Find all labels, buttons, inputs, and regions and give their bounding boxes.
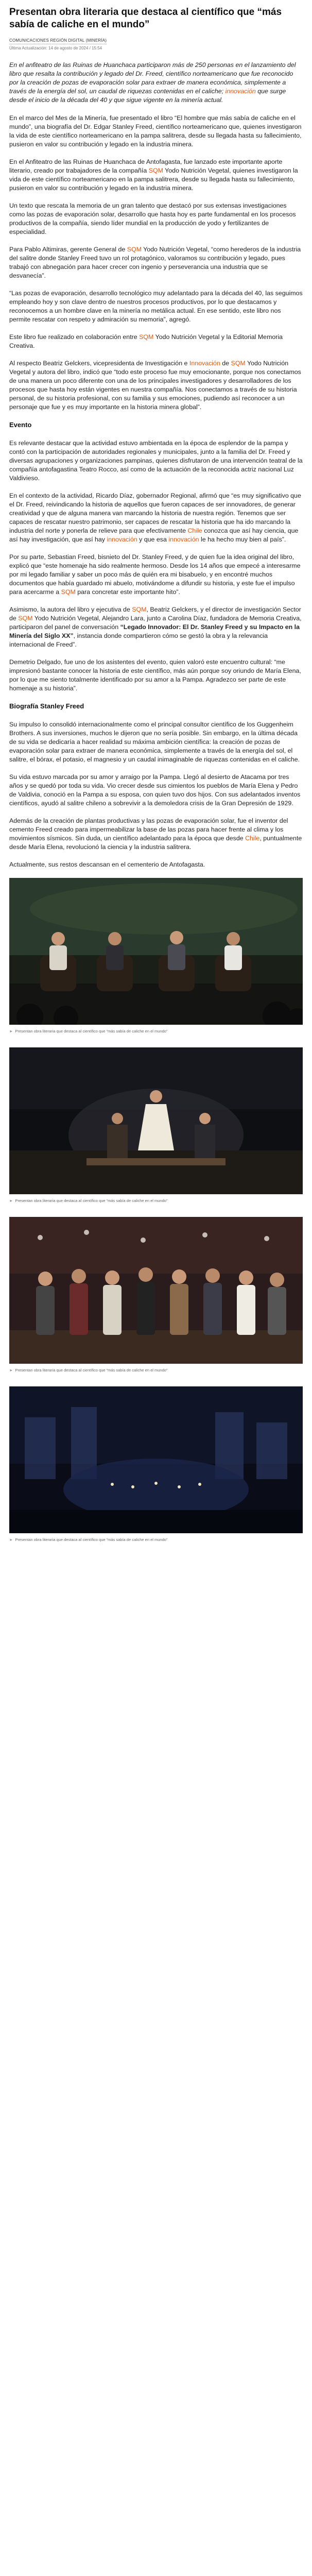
paragraph: Demetrio Delgado, fue uno de los asistentes del evento, quien valoró este encuentro cultural: “me impresionó bastante conocer la historia de este científico, más aún porque soy oriundo de María Elena, por lo que me siento totalmente identificado por su amor a la Pampa. Agradezco ser parte de este homenaje a su historia”. bbox=[9, 658, 301, 692]
keyword-link[interactable]: Innovación bbox=[189, 360, 220, 367]
paragraph: Un texto que rescata la memoria de un gran talento que destacó por sus extensas investigaciones como las pozas de evaporación solar, desarrollo que hasta hoy es parte fundamental en los procesos productivos de la compañía, siendo líder mundial en la producción de yodo y fertilizantes de especialidad. bbox=[9, 202, 296, 235]
byline-author-link[interactable]: COMUNICACIONES REGIÓN DIGITAL (MINERÍA) bbox=[9, 38, 107, 43]
keyword-link[interactable]: SQM bbox=[132, 606, 147, 613]
event-photo-group[interactable] bbox=[9, 1217, 303, 1364]
paragraph: En el marco del Mes de la Minería, fue presentado el libro “El hombre que más sabía de caliche en el mundo”, una biografía del Dr. Edgar Stanley Freed, científico norteamericano que, quienes investigaron la vida de este científico norteamericano en la pampa salitrera, desde su llegada hasta su fallecimiento, pusieron en valor su contribución y legado en la industria minera. bbox=[9, 114, 302, 148]
event-photo-stage[interactable] bbox=[9, 1047, 303, 1194]
keyword-link[interactable]: Chile bbox=[245, 835, 260, 842]
keyword-link[interactable]: SQM bbox=[127, 246, 142, 253]
keyword-link[interactable]: SQM bbox=[139, 333, 154, 341]
paragraph: En el Anfiteatro de las Ruinas de Huanchaca de Antofagasta, fue lanzado este importante aporte literario, creado por trabajadores de la compañía SQM Yodo Nutrición Vegetal, quienes investigaron la vida de este científico norteamericano en la pampa salitrera, desde su llegada hasta su fallecimiento, pusieron en valor su contribución y legado en la industria minera. bbox=[9, 158, 298, 192]
keyword-link[interactable]: Chile bbox=[187, 527, 202, 534]
paragraph: Asimismo, la autora del libro y ejecutiva de SQM, Beatriz Gelckers, y el director de investigación Sector de SQM Yodo Nutrición Vegetal, Alejandro Lara, junto a Carolina Díaz, fundadora de Memoria Creativa, participaron del panel de conversación “Legado Innovador: El Dr. Stanley Freed y su Impacto en la Minería del Siglo XX”, instancia donde compartieron cómo se gestó la obra y la relevancia internacional de Freed”. bbox=[9, 606, 302, 648]
paragraph: Su impulso lo consolidó internacionalmente como el principal consultor científico de los Guggenheim Brothers. A sus inversiones, muchos le dijeron que no sería posible. Sin embargo, en la última década de su vida se dedicaría a hacer realidad su máxima ambición científica: la creación de pozas de evaporación solar para extraer de manera económica, simplemente a través de la energía del sol, el salitre, el bórax, el potasio, el magnesio y un caudal inimaginable de riquezas contenidas en el caliche. bbox=[9, 721, 300, 763]
photo-caption: ► Presentan obra literaria que destaca al científico que “más sabía de caliche en el mundo” bbox=[9, 1198, 168, 1203]
keyword-link[interactable]: innovación bbox=[107, 536, 137, 543]
keyword-link[interactable]: SQM bbox=[231, 360, 246, 367]
paragraph: Además de la creación de plantas productivas y las pozas de evaporación solar, fue el inventor del cemento Freed creado para impermeabilizar la base de las pozas para hacer frente al clima y los movimientos sísmicos. Sin duda, un científico adelantado para la época que desde Chile, puntualmente desde María Elena, revolucionó la ciencia y la industria salitrera. bbox=[9, 817, 302, 851]
section-heading-event: Evento bbox=[9, 421, 32, 429]
section-heading-biography: Biografía Stanley Freed bbox=[9, 702, 84, 710]
event-photo-night[interactable] bbox=[9, 1386, 303, 1533]
keyword-link[interactable]: SQM bbox=[61, 588, 76, 596]
paragraph: Por su parte, Sebastian Freed, bisnieto del Dr. Stanley Freed, y de quien fue la idea original del libro, explicó que “este homenaje ha sido realmente hermoso. Desde los 14 años que empecé a interesarme por mi legado familiar y saber un poco más de quién era mi bisabuelo, y en encontré muchos documentos que había guardado mi abuelo, motivándome a difundir su historia, y este fue el impulso para acercarme a SQM para concretar este importante hito”. bbox=[9, 553, 301, 596]
keyword-link[interactable]: innovación bbox=[225, 88, 256, 95]
paragraph: Este libro fue realizado en colaboración entre SQM Yodo Nutrición Vegetal y la Editorial Memoria Creativa. bbox=[9, 333, 283, 349]
publish-date: Última Actualización: 14 de agosto de 2024 / 15:54 bbox=[9, 46, 102, 50]
keyword-link[interactable]: SQM bbox=[18, 615, 33, 622]
byline bbox=[9, 35, 303, 44]
photo-caption: ► Presentan obra literaria que destaca al científico que “más sabía de caliche en el mundo” bbox=[9, 1537, 168, 1542]
paragraph: Su vida estuvo marcada por su amor y arraigo por la Pampa. Llegó al desierto de Atacama por tres años y se quedó por toda su vida. Vio crecer desde sus cimientos los pueblos de María Elena y Pedro de Valdivia, conoció en la Pampa a su esposa, con quien tuvo dos hijos. Con sus adelantados inventos científicos, ayudó al salitre chileno a sobrevivir a la demoledora crisis de la Gran Depresión de 1929. bbox=[9, 773, 301, 807]
event-photo-panel[interactable] bbox=[9, 878, 303, 1025]
lead-paragraph: En el anfiteatro de las Ruinas de Huanchaca participaron más de 250 personas en el lanzamiento del libro que resalta la contribución y legado del Dr. Freed, científico norteamericano que fue reconocido por la creación de pozas de evaporación solar para extraer de manera económica, simplemente a través de la energía del sol, un caudal de riquezas contenidas en el caliche; innovación que surge desde el inicio de la década del 40 y que sigue vigente en la minería actual. bbox=[9, 61, 296, 104]
article-title: Presentan obra literaria que destaca al científico que “más sabía de caliche en el mundo” bbox=[9, 7, 282, 30]
paragraph: Actualmente, sus restos descansan en el cementerio de Antofagasta. bbox=[9, 861, 205, 868]
paragraph: Es relevante destacar que la actividad estuvo ambientada en la época de esplendor de la pampa y contó con la participación de autoridades regionales y municipales, junto a la familia del Dr. Freed y diversas agrupaciones y organizaciones pampinas, quienes disfrutaron de una intervención teatral de la compañía antofagastina Teatro Rocco, así como de la actuación de la reconocida actriz nacional Luz Valdivieso. bbox=[9, 439, 303, 482]
photo-caption: ► Presentan obra literaria que destaca al científico que “más sabía de caliche en el mundo” bbox=[9, 1368, 168, 1372]
paragraph: “Las pozas de evaporación, desarrollo tecnológico muy adelantado para la década del 40, las seguimos empleando hoy y son clave dentro de nuestros procesos productivos, por lo que destacamos y reconocemos a un hombre clave en la minería no metálica actual. En ese sentido, este libro nos permite rescatar con respeto y admiración su memoria”, agregó. bbox=[9, 290, 303, 323]
paragraph: Para Pablo Altimiras, gerente General de SQM Yodo Nutrición Vegetal, “como herederos de la industria del salitre donde Stanley Freed tuvo un rol protagónico, valoramos su contribución y legado, pues trabajó con abnegación para hacer crecer con ingenio y perseverancia una industria que se desvanecía”. bbox=[9, 246, 301, 279]
keyword-link[interactable]: innovación bbox=[168, 536, 199, 543]
keyword-link[interactable]: SQM bbox=[148, 167, 163, 174]
panel-title: “Legado Innovador: El Dr. Stanley Freed y su Impacto en la Minería del Siglo XX” bbox=[9, 623, 300, 639]
paragraph: En el contexto de la actividad, Ricardo Díaz, gobernador Regional, afirmó que “es muy significativo que el Dr. Freed, reivindicando la historia de aquellos que fueron capaces de ser innovadores, de generar creatividad y que de alguna manera van marcando la historia de nuestra región. Tenemos que ser capaces de rescatar nuestro patrimonio, ser capaces de rescatar la historia que ha ido marcando la industria del norte y ponerla de relieve para que efectivamente Chile conozca que así hay ciencia, que así hay investigación, que así hay innovación y que esa innovación le ha hecho muy bien al país”. bbox=[9, 492, 301, 543]
photo-caption: ► Presentan obra literaria que destaca al científico que “más sabía de caliche en el mundo” bbox=[9, 1029, 168, 1033]
paragraph: Al respecto Beatriz Gelckers, vicepresidenta de Investigación e Innovación de SQM Yodo Nutrición Vegetal y autora del libro, indicó que “todo este proceso fue muy emocionante, porque nos conectamos de una manera un poco diferente con una de los principales investigadores y desarrolladores de los procesos que hasta hoy están vigentes en nuestra compañía. Nos conectamos a través de su historia personal, de su historia profesional, con su familia y sus emociones, pudiendo así reconocer a un personaje que fue y es muy importante en la historia minera global”. bbox=[9, 360, 301, 411]
